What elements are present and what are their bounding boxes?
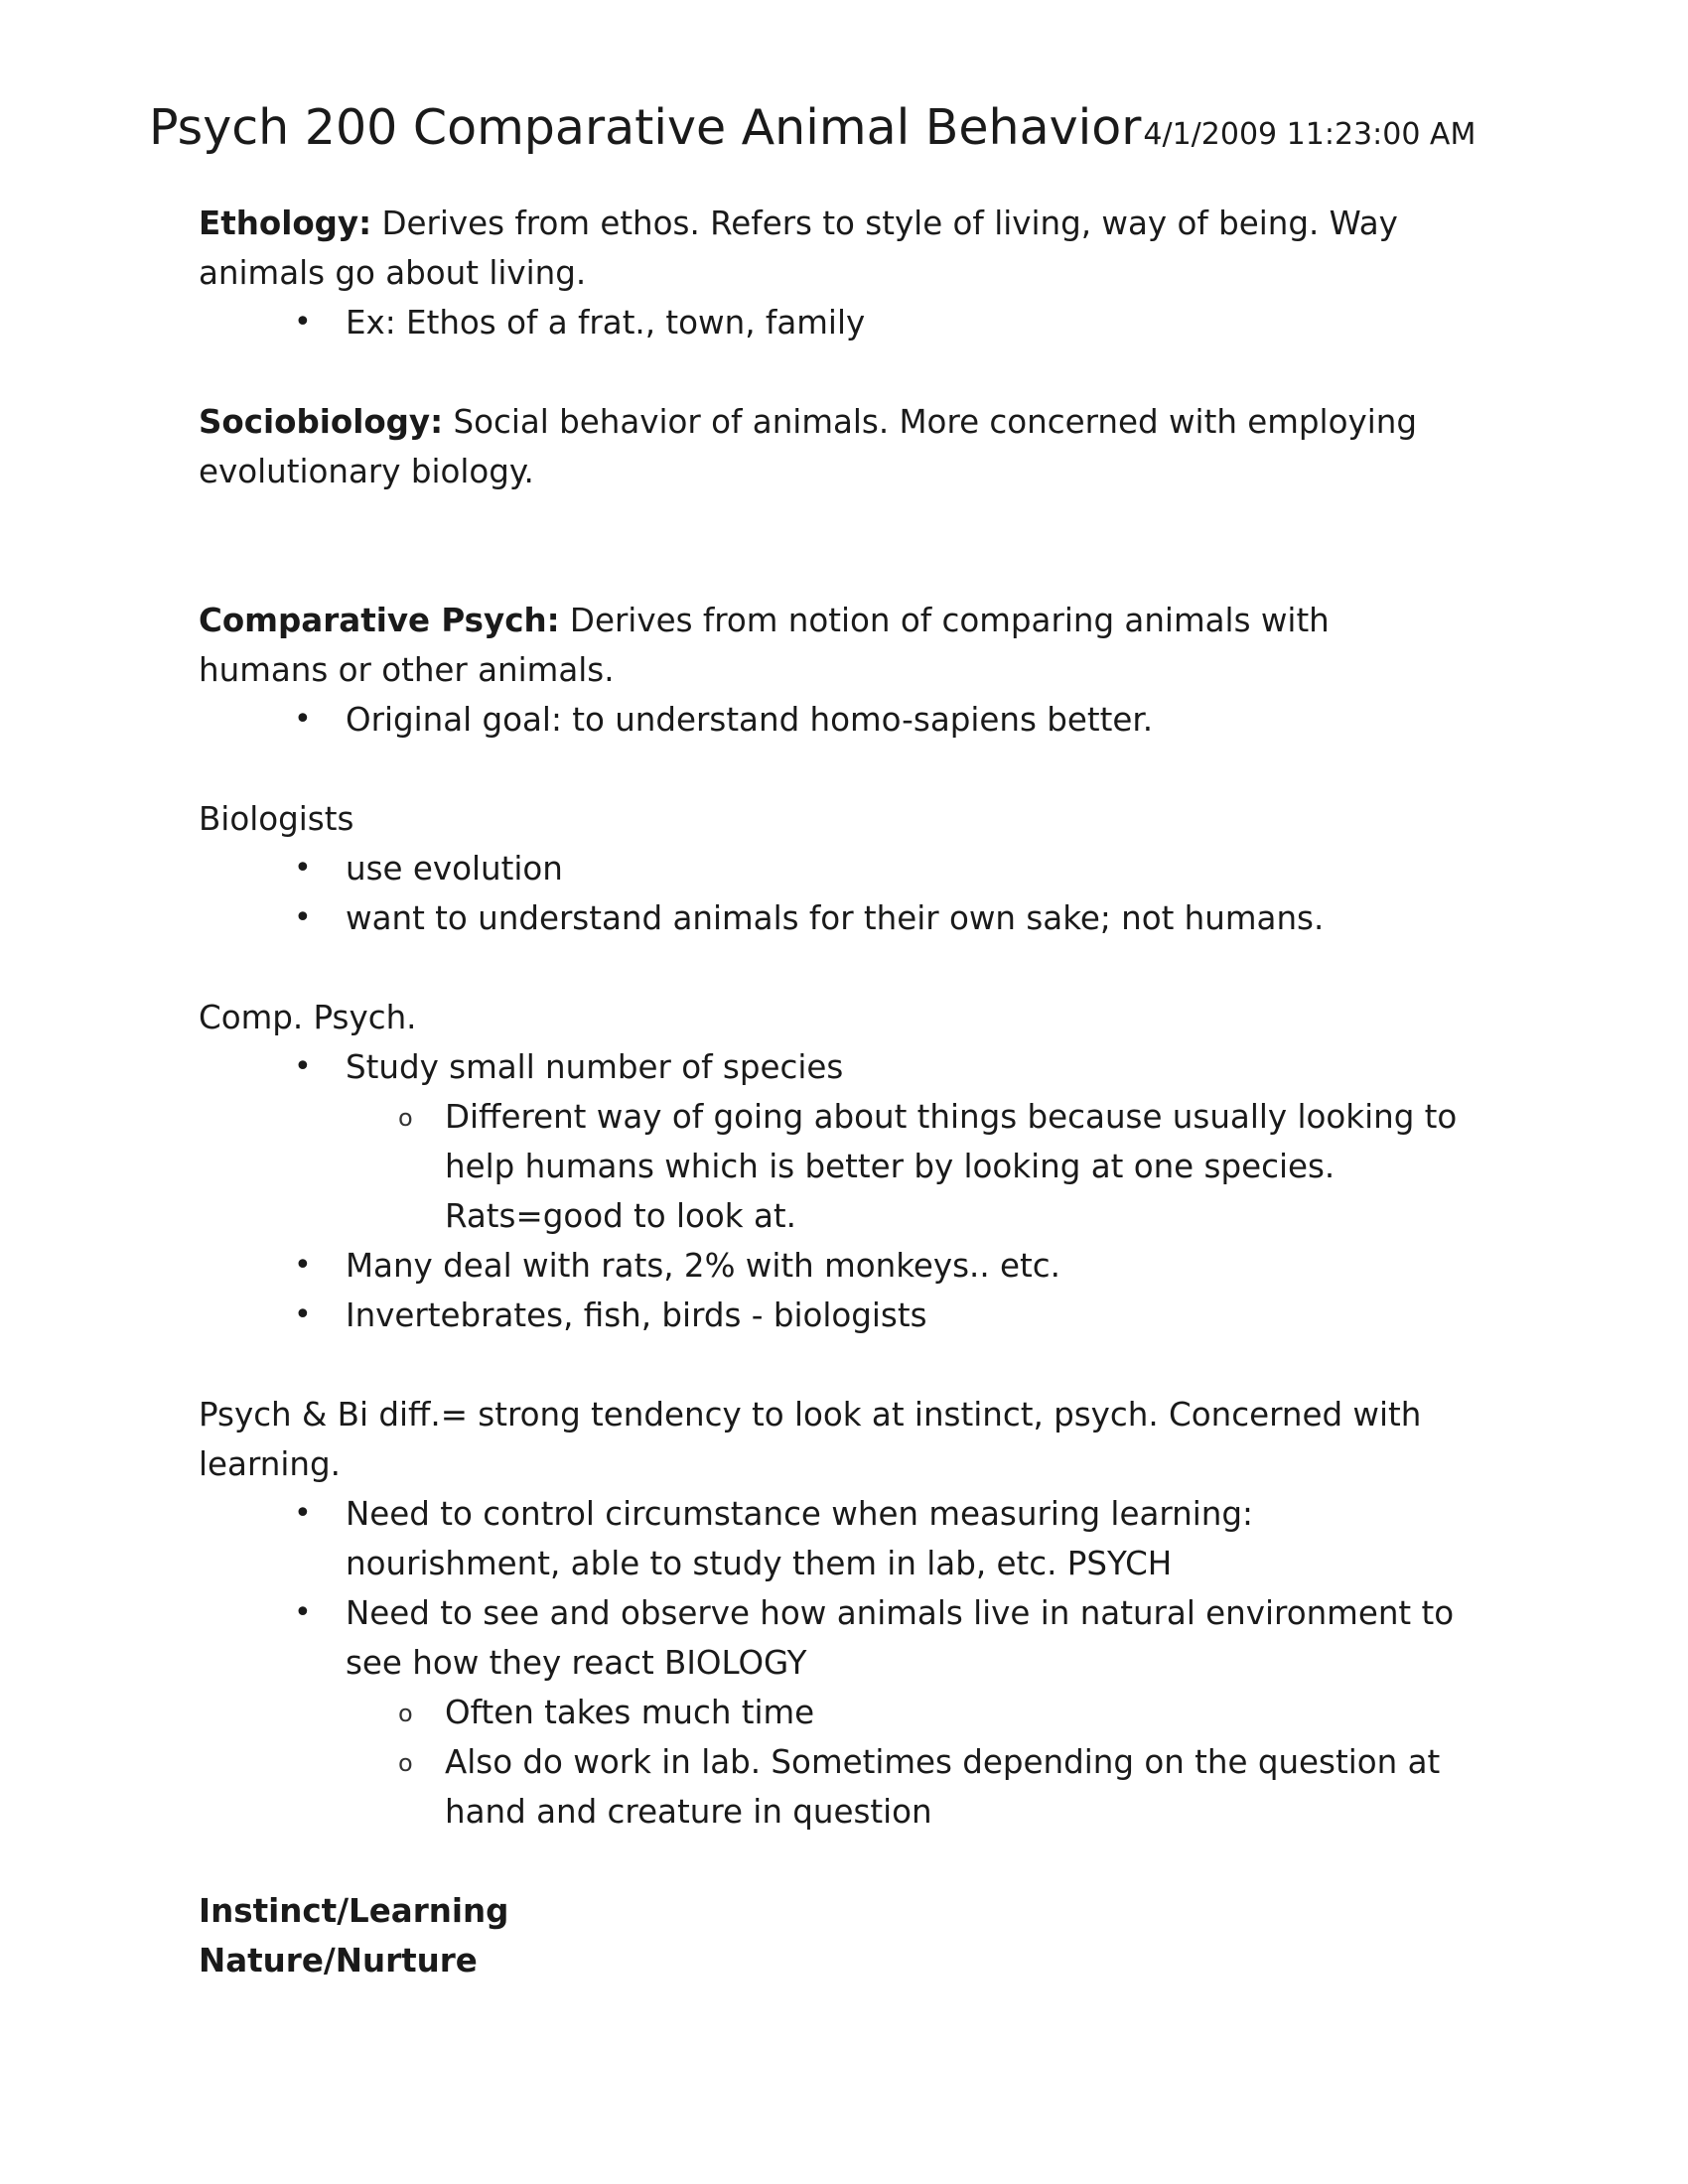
section-comparative-psych <box>199 596 1519 745</box>
spacer <box>199 496 1519 596</box>
ethology-definition <box>199 199 1519 248</box>
list-item <box>346 1737 1519 1837</box>
section-psych-bi-diff <box>199 1390 1519 1837</box>
page-header <box>149 99 1476 156</box>
comp-psych-heading: Comp. Psych. <box>199 999 417 1036</box>
sub-line: help humans which is better by looking at one species. <box>445 1148 1336 1185</box>
ethology-def-line1: Derives from ethos. Refers to style of living, way of being. Way <box>371 205 1398 242</box>
sociobiology-definition <box>199 397 1519 447</box>
spacer <box>199 943 1519 993</box>
biologists-bullets <box>199 844 1519 943</box>
bullet-line: • Need to see and observe how animals live in natural environment to <box>346 1594 1455 1632</box>
spacer <box>199 1837 1519 1886</box>
comparative-term: Comparative Psych: <box>199 602 560 639</box>
spacer <box>199 1340 1519 1390</box>
page-title: Psych 200 Comparative Animal Behavior <box>149 99 1142 156</box>
document-body <box>199 199 1519 1985</box>
comparative-definition <box>199 596 1519 645</box>
header-datetime: 4/1/2009 11:23:00 AM <box>1143 117 1477 152</box>
bullet-line: • Need to control circumstance when measuring learning: <box>346 1495 1253 1533</box>
ethology-bullets <box>199 298 1519 347</box>
sub-line: o Also do work in lab. Sometimes depending on the question at <box>445 1743 1441 1781</box>
psych-bi-bullets <box>199 1489 1519 1837</box>
section-biologists <box>199 794 1519 943</box>
list-item <box>199 1042 1519 1241</box>
spacer <box>199 347 1519 397</box>
list-item: • want to understand animals for their own sake; not humans. <box>199 893 1519 943</box>
psych-bi-line2: learning. <box>199 1445 341 1483</box>
list-item: • Ex: Ethos of a frat., town, family <box>199 298 1519 347</box>
comp-psych-subbullets <box>346 1092 1519 1241</box>
ethology-def-line2: animals go about living. <box>199 254 587 292</box>
comparative-bullets <box>199 695 1519 745</box>
sociobiology-def-line2: evolutionary biology. <box>199 453 534 490</box>
biologists-heading: Biologists <box>199 800 354 838</box>
bullet-line: nourishment, able to study them in lab, etc. PSYCH <box>346 1545 1173 1582</box>
list-item: • Many deal with rats, 2% with monkeys.. etc. <box>199 1241 1519 1291</box>
comparative-def-line1: Derives from notion of comparing animals with <box>559 602 1330 639</box>
sociobiology-term: Sociobiology: <box>199 403 444 441</box>
spacer <box>199 745 1519 794</box>
list-item: • Invertebrates, fish, birds - biologists <box>199 1291 1519 1340</box>
comp-psych-bullets <box>199 1042 1519 1340</box>
list-item: • Original goal: to understand homo-sapiens better. <box>199 695 1519 745</box>
closing-line2: Nature/Nurture <box>199 1942 478 1979</box>
section-sociobiology <box>199 397 1519 496</box>
list-item: o Often takes much time <box>346 1688 1519 1737</box>
comparative-def-line2: humans or other animals. <box>199 651 615 689</box>
sub-line: Rats=good to look at. <box>445 1197 796 1235</box>
bullet-text: • Study small number of species <box>346 1048 844 1086</box>
list-item: • use evolution <box>199 844 1519 893</box>
psych-bi-line1: Psych & Bi diff.= strong tendency to look at instinct, psych. Concerned with <box>199 1396 1422 1433</box>
bullet-line: see how they react BIOLOGY <box>346 1644 807 1682</box>
list-item <box>346 1092 1519 1241</box>
sub-line: o Different way of going about things because usually looking to <box>445 1098 1458 1136</box>
section-closing <box>199 1886 1519 1985</box>
list-item <box>199 1588 1519 1837</box>
section-comp-psych <box>199 993 1519 1340</box>
sub-line: hand and creature in question <box>445 1793 932 1831</box>
sociobiology-def-line1: Social behavior of animals. More concerned with employing <box>443 403 1417 441</box>
psych-bi-subbullets <box>346 1688 1519 1837</box>
section-ethology <box>199 199 1519 347</box>
ethology-term: Ethology: <box>199 205 372 242</box>
closing-line1: Instinct/Learning <box>199 1892 509 1930</box>
list-item <box>199 1489 1519 1588</box>
